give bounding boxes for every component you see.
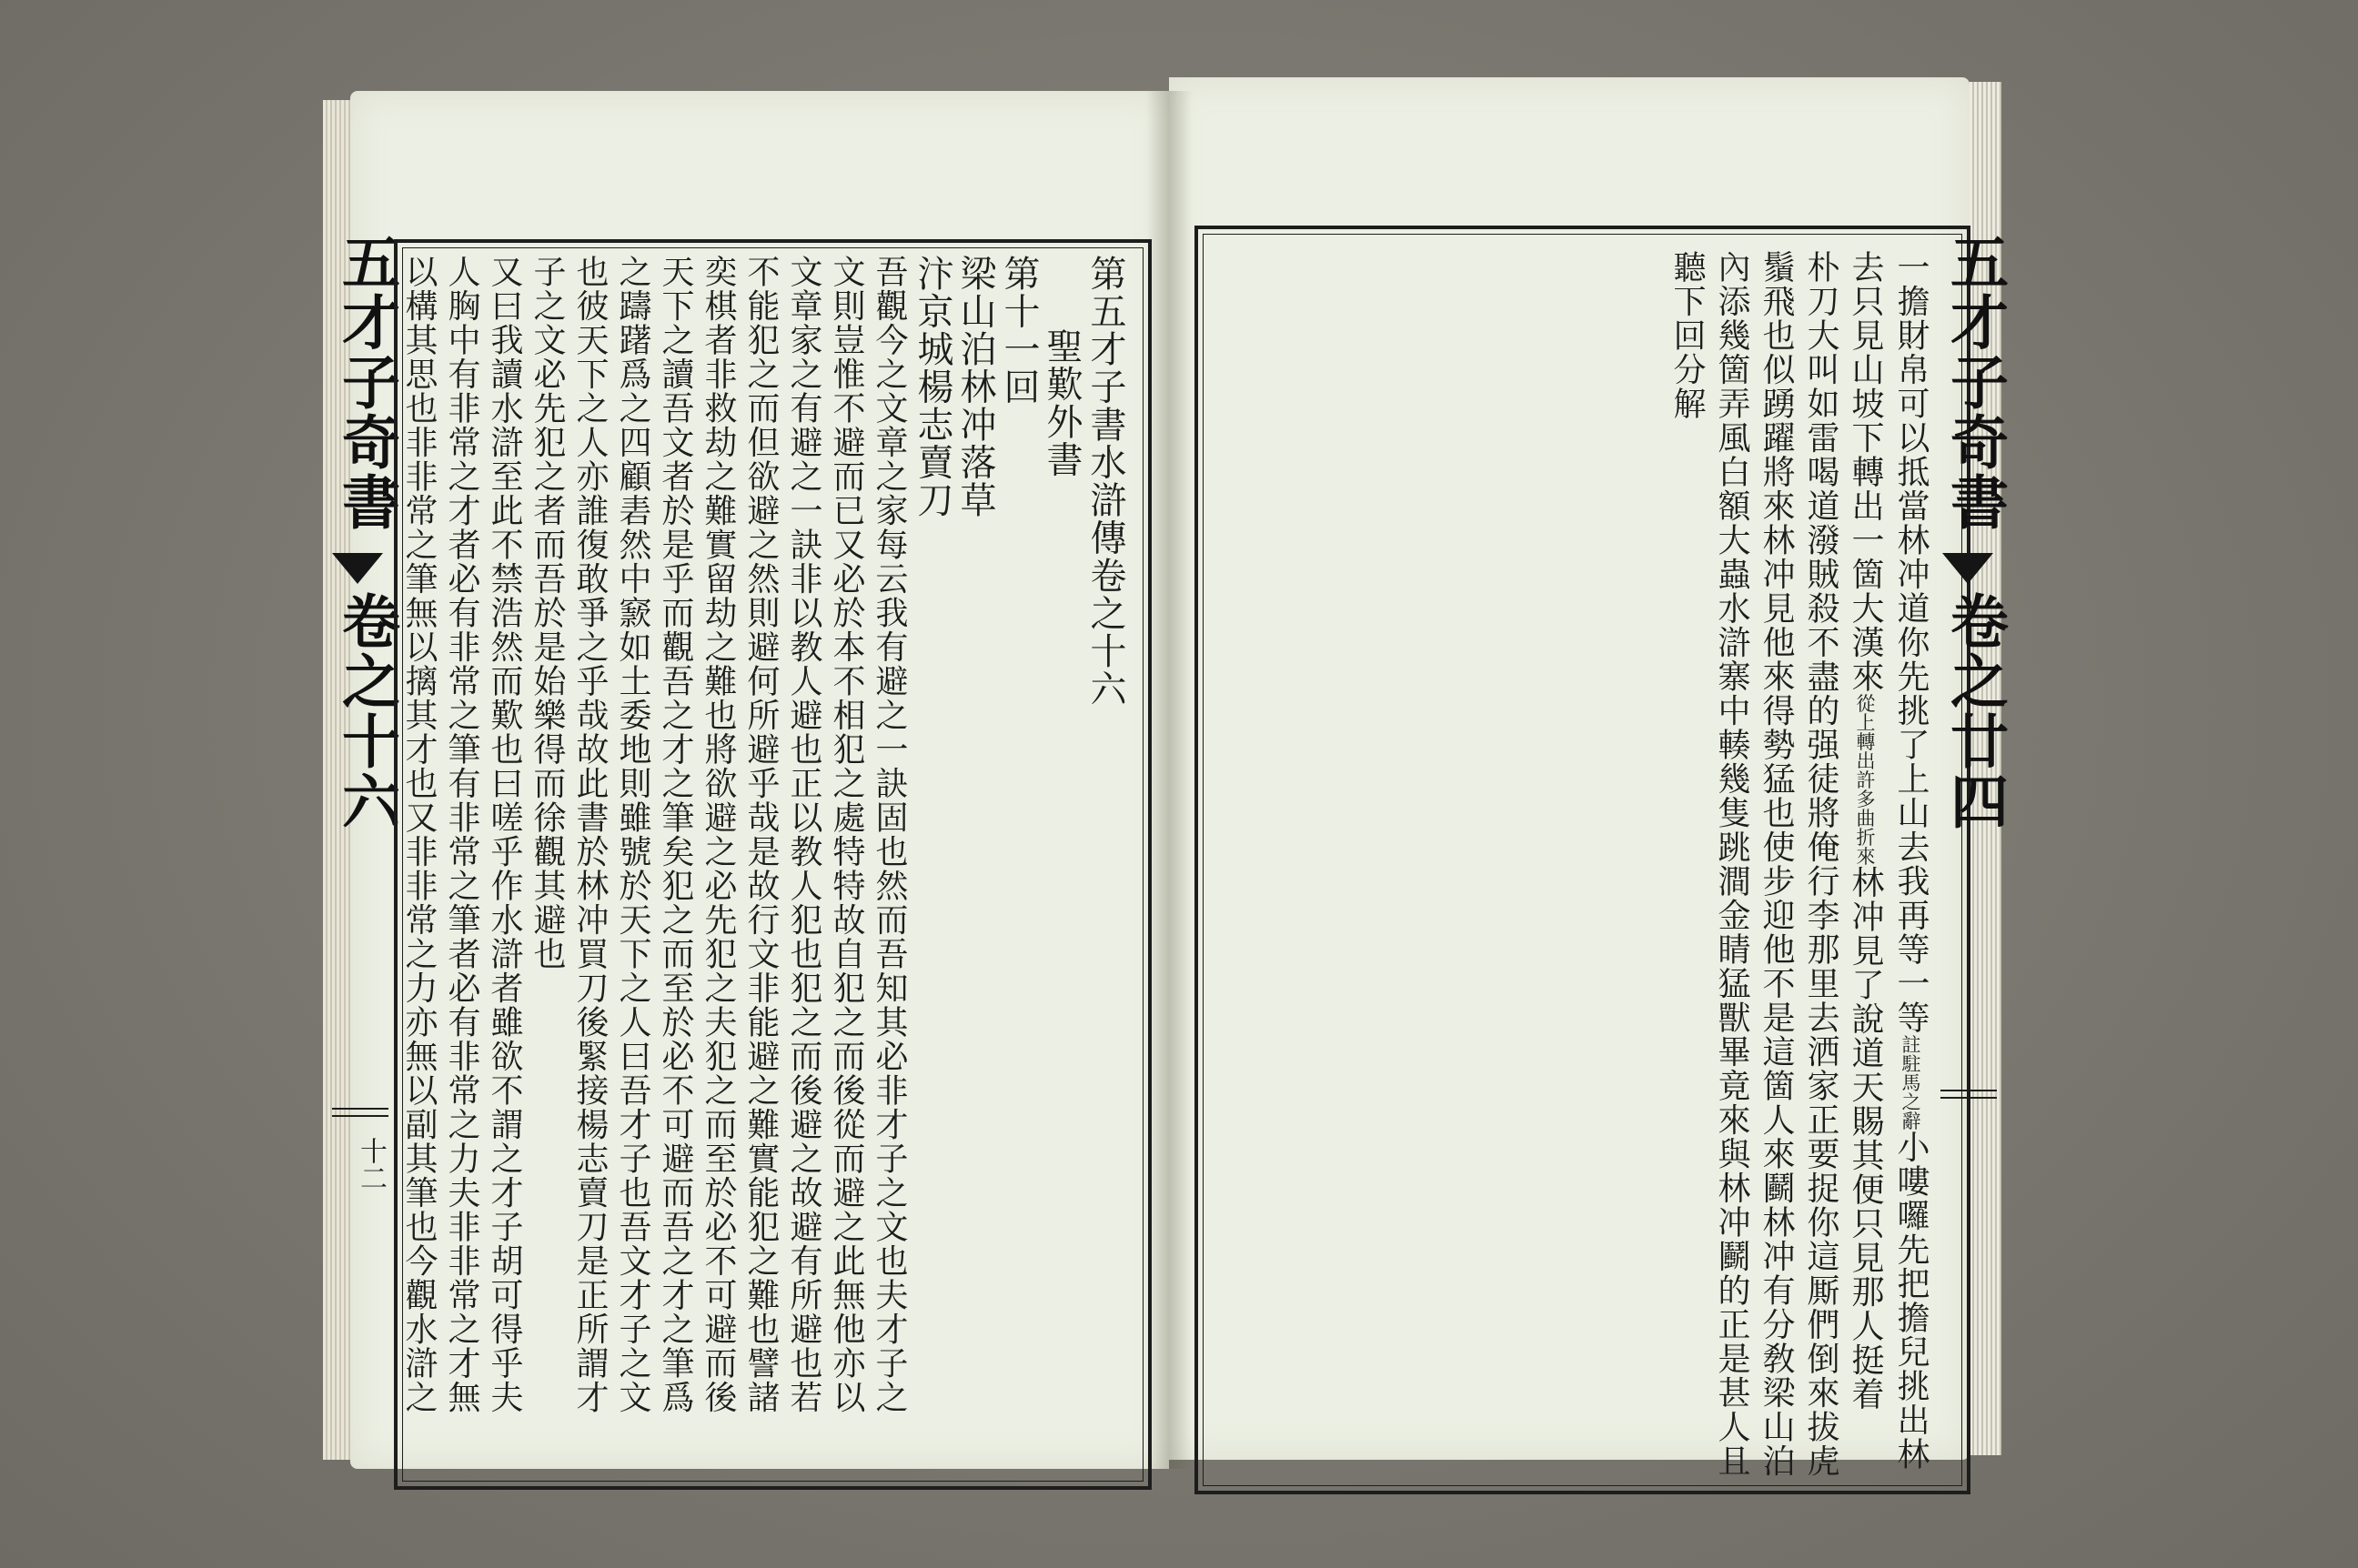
left-spine-rule: [332, 1108, 388, 1110]
text-column: 人胸中有非常之才者必有非常之筆有非常之筆者必有非常之力夫非非常之才無: [443, 255, 480, 1414]
left-spine-volume: 卷之十六: [332, 591, 400, 831]
right-spine-rule: [1940, 1097, 1997, 1099]
left-folio: 十二: [355, 1137, 387, 1191]
text-column: [1888, 250, 1933, 1472]
text-column: 朴刀大叫如雷喝道潑賊殺不盡的强徒將俺行李那里去洒家正要捉你這厮們倒來拔虎: [1802, 250, 1839, 1478]
right-spine-rule: [1940, 1090, 1997, 1091]
text-column: 第五才子書水滸傳卷之十六: [1084, 255, 1126, 708]
annotation-note: 從上轉出許多曲折來: [1854, 693, 1876, 866]
right-spine-volume: 卷之廿四: [1940, 591, 2009, 831]
text-segment: 一擔財帛可以抵當林冲道你先挑了上山去我再等一等: [1892, 250, 1930, 1035]
right-spine-title: 五才子奇書: [1940, 232, 2009, 532]
left-spine-title: 五才子奇書: [332, 232, 400, 532]
left-fishtail: [332, 553, 383, 584]
text-column: 文章家之有避之一訣非以教人避也正以教人犯也犯之而後避之故避有所避也若: [785, 255, 822, 1414]
text-segment: 林冲見了說道天賜其便只見那人挺着: [1847, 865, 1884, 1412]
text-column: 也彼天下之人亦誰復敢爭之乎哉故此書於林冲買刀後緊接楊志賣刀是正所謂才: [571, 255, 609, 1414]
text-column: 鬚飛也似踴躍將來林冲見他來得勢猛也使步迎他不是這箇人來鬬林冲有分敎梁山泊: [1758, 250, 1795, 1478]
text-column: 奕棋者非救劫之難實留劫之難也將欲避之必先犯之夫犯之而至於必不可避而後: [700, 255, 737, 1414]
book-gutter: [1146, 91, 1192, 1469]
text-column: 吾觀今之文章之家每云我有避之一訣固也然而吾知其必非才子之文也夫才子之: [871, 255, 908, 1414]
right-fishtail: [1942, 553, 1993, 584]
text-column: 之躊躇爲之四顧砉然中窾如土委地則雖號於天下之人曰吾才子也吾文才子之文: [614, 255, 651, 1414]
text-column: 聽下回分解: [1668, 250, 1706, 421]
text-column: 內添幾箇弄風白額大蟲水滸寨中輳幾隻跳澗金睛猛獸畢竟來與林冲鬬的正是甚人且: [1713, 250, 1750, 1478]
text-column: 文則豈惟不避而已又必於本不相犯之處特特故自犯之而後從而避之此無他亦以: [828, 255, 865, 1414]
text-column: 梁山泊林冲落草: [954, 255, 996, 519]
text-column: 以構其思也非非常之筆無以摛其才也又非非常之力亦無以副其筆也今觀水滸之: [400, 255, 438, 1414]
text-column: 天下之讀吾文者於是乎而觀吾之才之筆矣犯之而至於必不可避而吾之才之筆爲: [657, 255, 694, 1414]
annotation-note: 註駐馬之辭: [1900, 1034, 1921, 1131]
open-book: [323, 73, 2009, 1496]
text-column: 汴京城楊志賣刀: [912, 255, 953, 519]
text-column: 第十一回: [998, 255, 1040, 406]
text-segment: 小嘍囉先把擔兒挑出林: [1892, 1130, 1930, 1472]
text-column: [1842, 250, 1888, 1412]
text-column: 聖歎外書: [1041, 327, 1083, 478]
left-spine-rule: [332, 1115, 388, 1117]
text-column: 不能犯之而但欲避之然則避何所避乎哉是故行文非能避之難實能犯之難也譬諸: [742, 255, 780, 1414]
text-column: 又曰我讀水滸至此不禁浩然而歎也曰嗟乎作水滸者雖欲不謂之才子胡可得乎夫: [486, 255, 523, 1414]
text-column: 子之文必先犯之者而吾於是始樂得而徐觀其避也: [529, 255, 566, 971]
text-segment: 去只見山坡下轉出一箇大漢來: [1847, 250, 1884, 694]
